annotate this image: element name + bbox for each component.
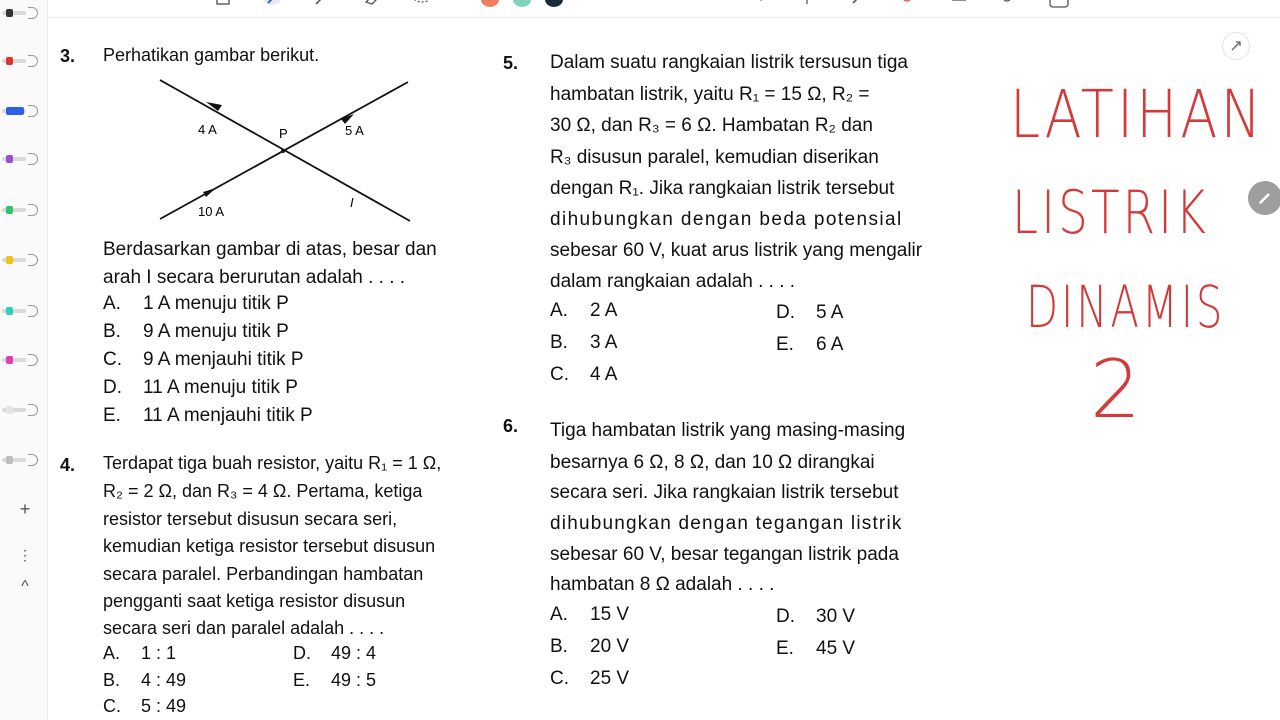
arrow-10a-icon xyxy=(203,188,216,197)
pen-purple-icon[interactable] xyxy=(2,152,42,166)
question-5-option-b[interactable]: B. 3 A xyxy=(550,332,618,353)
label-i: I xyxy=(350,195,354,210)
link-icon[interactable] xyxy=(900,0,914,6)
pen-tray xyxy=(0,0,48,720)
question-4-number: 4. xyxy=(60,455,76,475)
question-6-line-2: besarnya 6 Ω, 8 Ω, dan 10 Ω dirangkai xyxy=(550,452,875,473)
question-3-option-a[interactable]: A. 1 A menuju titik P xyxy=(103,293,289,314)
pen-blue-icon[interactable] xyxy=(2,104,42,118)
question-3-text-2: arah I secara berurutan adalah . . . . xyxy=(103,267,406,288)
color-swatch-navy[interactable] xyxy=(545,0,563,7)
question-3-option-e[interactable]: E. 11 A menjauhi titik P xyxy=(103,405,313,426)
question-5-line-7: sebesar 60 V, kuat arus listrik yang mengalir xyxy=(550,240,923,261)
question-6-option-e[interactable]: E. 45 V xyxy=(776,638,856,659)
question-3-text-1: Berdasarkan gambar di atas, besar dan xyxy=(103,239,437,260)
question-5-option-a[interactable]: A. 2 A xyxy=(550,300,618,321)
question-5-line-1: Dalam suatu rangkaian listrik tersusun tiga xyxy=(550,52,909,73)
zoom-icon[interactable] xyxy=(1000,0,1014,6)
question-6-option-a[interactable]: A. 15 V xyxy=(550,604,630,625)
question-5-line-2: hambatan listrik, yaitu R₁ = 15 Ω, R₂ = xyxy=(550,84,870,105)
pen-teal-icon[interactable] xyxy=(2,304,42,318)
question-6-line-3: secara seri. Jika rangkaian listrik tersebut xyxy=(550,482,899,503)
question-5-option-c[interactable]: C. 4 A xyxy=(550,364,618,385)
pencil-icon[interactable] xyxy=(1248,181,1280,215)
question-5-line-8: dalam rangkaian adalah . . . . xyxy=(550,271,796,292)
add-page-icon[interactable] xyxy=(1048,0,1070,8)
question-4-option-e[interactable]: E. 49 : 5 xyxy=(293,670,377,690)
more-options-button[interactable]: ⋮ xyxy=(18,546,32,563)
annotation-area xyxy=(990,18,1280,720)
annotation-listrik: LISTRIK xyxy=(1012,178,1210,248)
text-icon[interactable] xyxy=(800,0,814,6)
document-icon[interactable] xyxy=(216,0,230,6)
question-6-option-c[interactable]: C. 25 V xyxy=(550,668,630,689)
pen-white-icon[interactable] xyxy=(2,403,42,417)
lasso-icon[interactable] xyxy=(412,0,432,6)
question-4-line-3: resistor tersebut disusun secara seri, xyxy=(103,509,398,529)
pen-red-icon[interactable] xyxy=(2,54,42,68)
question-3-option-c[interactable]: C. 9 A menjauhi titik P xyxy=(103,349,304,370)
worksheet xyxy=(48,18,988,720)
question-4-line-6: pengganti saat ketiga resistor disusun xyxy=(103,591,406,611)
color-swatch-orange[interactable] xyxy=(481,0,499,7)
more-icon[interactable] xyxy=(950,0,968,6)
question-5-line-6: dihubungkan dengan beda potensial xyxy=(550,209,903,230)
annotation-dinamis: DINAMIS xyxy=(1026,273,1226,341)
question-4-line-7: secara seri dan paralel adalah . . . . xyxy=(103,618,385,638)
top-toolbar xyxy=(0,0,1280,18)
question-4-line-1: Terdapat tiga buah resistor, yaitu R₁ = 1 Ω, xyxy=(103,453,442,473)
current-junction-figure xyxy=(148,78,418,228)
question-4-line-4: kemudian ketiga resistor tersebut disusun xyxy=(103,536,436,556)
question-6-line-1: Tiga hambatan listrik yang masing-masing xyxy=(550,420,906,441)
collapse-icon[interactable] xyxy=(1222,32,1250,60)
question-5-option-e[interactable]: E. 6 A xyxy=(776,334,844,355)
question-3-number: 3. xyxy=(60,46,76,66)
color-swatch-mint[interactable] xyxy=(513,0,531,7)
question-4-option-c[interactable]: C. 5 : 49 xyxy=(103,696,187,716)
question-3-option-d[interactable]: D. 11 A menuju titik P xyxy=(103,377,298,398)
question-6-line-5: sebesar 60 V, besar tegangan listrik pada xyxy=(550,544,899,565)
question-3-title: Perhatikan gambar berikut. xyxy=(103,45,320,65)
question-3-option-b[interactable]: B. 9 A menuju titik P xyxy=(103,321,289,342)
question-5-option-d[interactable]: D. 5 A xyxy=(776,302,844,323)
question-4-option-b[interactable]: B. 4 : 49 xyxy=(103,670,187,690)
question-4-line-2: R₂ = 2 Ω, dan R₃ = 4 Ω. Pertama, ketiga xyxy=(103,481,423,501)
eraser-icon[interactable] xyxy=(364,0,378,6)
redo-icon[interactable] xyxy=(705,0,719,6)
undo-icon[interactable] xyxy=(652,0,666,6)
question-6-option-b[interactable]: B. 20 V xyxy=(550,636,630,657)
question-5-line-5: dengan R₁. Jika rangkaian listrik tersebut xyxy=(550,178,895,199)
pen-black-icon[interactable] xyxy=(2,6,42,20)
collapse-tray-button[interactable]: ^ xyxy=(21,578,29,595)
pen-icon[interactable] xyxy=(262,0,282,6)
question-4-option-a[interactable]: A. 1 : 1 xyxy=(103,643,177,663)
marker-icon[interactable] xyxy=(314,0,328,6)
pen-magenta-icon[interactable] xyxy=(2,353,42,367)
question-6-option-d[interactable]: D. 30 V xyxy=(776,606,856,627)
junction-point xyxy=(281,149,285,153)
question-5-number: 5. xyxy=(503,53,519,73)
question-6-line-4: dihubungkan dengan tegangan listrik xyxy=(550,513,903,534)
pen-green-icon[interactable] xyxy=(2,203,42,217)
pen-gray-icon[interactable] xyxy=(2,453,42,467)
annotation-latihan: LATIHAN xyxy=(1010,76,1265,153)
question-6-line-6: hambatan 8 Ω adalah . . . . xyxy=(550,574,775,595)
highlighter-icon[interactable] xyxy=(850,0,864,6)
question-5-line-3: 30 Ω, dan R₃ = 6 Ω. Hambatan R₂ dan xyxy=(550,115,873,136)
question-5-line-4: R₃ disusun paralel, kemudian diserikan xyxy=(550,147,879,168)
pen-yellow-icon[interactable] xyxy=(2,253,42,267)
question-6-number: 6. xyxy=(503,416,519,436)
label-p: P xyxy=(279,126,288,141)
question-4-option-d[interactable]: D. 49 : 4 xyxy=(293,643,377,663)
question-4-line-5: secara paralel. Perbandingan hambatan xyxy=(103,564,424,584)
shapes-icon[interactable] xyxy=(752,0,770,6)
label-4a: 4 A xyxy=(198,122,217,137)
label-5a: 5 A xyxy=(345,123,364,138)
annotation-number: 2 xyxy=(1090,343,1145,436)
add-pen-button[interactable]: + xyxy=(19,498,31,519)
label-10a: 10 A xyxy=(198,204,225,219)
